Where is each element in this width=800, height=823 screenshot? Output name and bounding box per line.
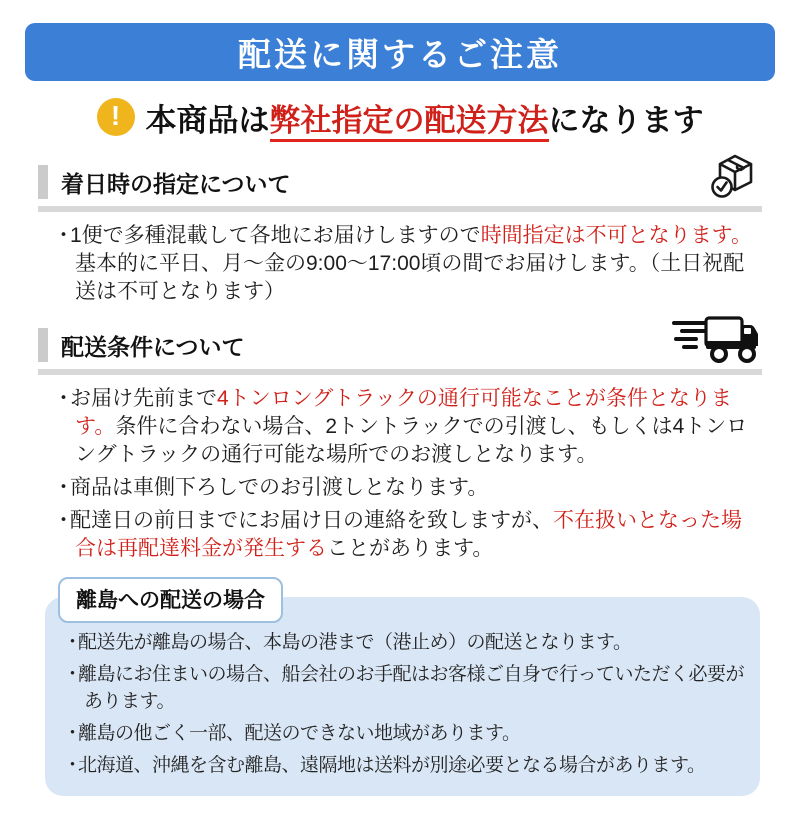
bullet-text-segment: 条件に合わない場合、2トントラックでの引渡し、もしくは4トンロングトラックの通行可能な場所でのお渡しとなります。 [75, 415, 748, 466]
bullet-marker: ・ [53, 476, 70, 499]
bullet-text-segment: 配達日の前日までにお届け日の連絡を致しますが、 [70, 509, 553, 532]
bullet-text-red: 時間指定は不可となります。 [480, 224, 753, 247]
bullet-marker: ・ [63, 755, 79, 776]
bullet-text-segment: 離島の他ごく一部、配送のできない地域があります。 [78, 723, 521, 744]
list-item [53, 474, 762, 502]
heading-accent-bar [38, 165, 48, 199]
page-title: 配送に関するご注意 [238, 35, 562, 73]
bullet-marker: ・ [53, 387, 70, 410]
warning-text [146, 95, 704, 140]
section-title-conditions: 配送条件について [61, 333, 245, 360]
list-item [63, 720, 752, 747]
list-item [63, 661, 752, 715]
exclamation-icon: ! [97, 98, 135, 136]
bullet-marker: ・ [63, 723, 79, 744]
warning-text-segment: 本商品は [145, 102, 270, 138]
bullet-marker: ・ [63, 664, 79, 685]
section-heading-arrival [38, 165, 762, 212]
bullet-text-red: 不在扱いとなった場合は再配達料金が発生する [75, 509, 742, 560]
warning-text-highlight: 弊社指定の配送方法 [270, 103, 549, 142]
bullet-marker: ・ [53, 509, 70, 532]
bullet-text-segment: 配送先が離島の場合、本島の港まで（港止め）の配送となります。 [78, 632, 632, 653]
island-bullet-list [55, 629, 752, 779]
section-title-arrival: 着日時の指定について [61, 170, 291, 197]
section-heading-conditions [38, 328, 762, 375]
list-item [63, 752, 752, 779]
island-shipping-box [45, 589, 760, 796]
truck-icon [668, 314, 760, 366]
bullet-text-segment: お届け先前まで [70, 387, 217, 410]
island-box-label: 離島への配送の場合 [58, 577, 283, 623]
bullet-text-red: 4トンロングトラックの通行可能なことが条件となります。 [75, 387, 732, 438]
bullet-text-segment: ことがあります。 [327, 537, 494, 560]
section-arrival-date [38, 165, 762, 306]
bullet-marker: ・ [53, 224, 70, 247]
list-item [53, 507, 762, 563]
warning-text-segment: になります [548, 102, 704, 138]
warning-line [0, 95, 800, 139]
bullet-text-segment: 北海道、沖縄を含む離島、遠隔地は送料が別途必要となる場合があります。 [78, 755, 706, 776]
heading-accent-bar [38, 328, 48, 362]
arrival-bullet-list [38, 222, 762, 306]
list-item [53, 222, 762, 306]
bullet-marker: ・ [63, 632, 79, 653]
shipping-notice-page [0, 23, 800, 796]
package-check-icon [708, 147, 760, 203]
list-item [63, 629, 752, 656]
list-item [53, 385, 762, 469]
bullet-text-segment: 1便で多種混載して各地にお届けしますので [70, 224, 481, 247]
conditions-bullet-list [38, 385, 762, 563]
page-title-banner [25, 23, 775, 81]
bullet-text-segment: 離島にお住まいの場合、船会社のお手配はお客様ご自身で行っていただく必要があります。 [78, 664, 745, 712]
section-delivery-conditions [38, 328, 762, 563]
bullet-text-segment: 基本的に平日、月〜金の9:00〜17:00頃の間でお届けします。（土日祝配送は不可となります） [75, 252, 745, 303]
bullet-text-segment: 商品は車側下ろしでのお引渡しとなります。 [70, 476, 489, 499]
